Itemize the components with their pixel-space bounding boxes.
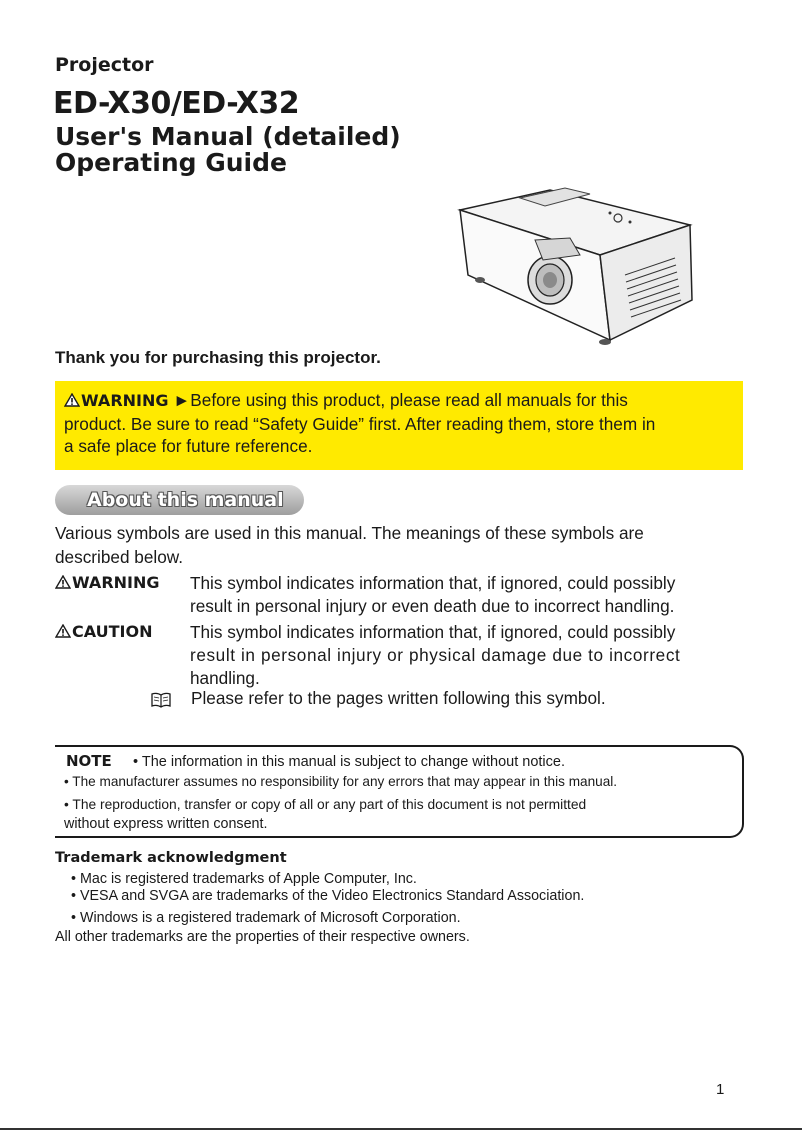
warning-triangle-icon: [64, 393, 80, 407]
warning-triangle-icon: [55, 575, 71, 589]
caution-symbol-label: CAUTION: [72, 622, 153, 641]
note-line4: without express written consent.: [64, 816, 268, 832]
warning-label: WARNING: [81, 391, 169, 410]
note-line1: • The information in this manual is subject to change without notice.: [133, 754, 565, 770]
trademark-footer: All other trademarks are the properties of their respective owners.: [55, 929, 470, 945]
caution-triangle-icon: [55, 624, 71, 638]
trademark-item-mac: • Mac is registered trademarks of Apple Computer, Inc.: [71, 871, 417, 887]
caution-symbol-desc: [190, 621, 743, 690]
warning-symbol: [55, 573, 160, 592]
warning-desc-line2: result in personal injury or even death due to incorrect handling.: [190, 596, 675, 616]
note-line3: • The reproduction, transfer or copy of all or any part of this document is not permitted: [64, 797, 587, 812]
section-title-pill: About this manual: [55, 485, 304, 515]
warning-box: [55, 381, 743, 470]
book-symbol-desc: Please refer to the pages written following this symbol.: [191, 688, 606, 708]
warning-arrow: ►: [173, 390, 191, 410]
thank-you-text: Thank you for purchasing this projector.: [55, 348, 381, 367]
book-icon: [151, 692, 171, 708]
trademark-item-windows: • Windows is a registered trademark of Microsoft Corporation.: [71, 910, 461, 926]
section-intro: [55, 522, 745, 569]
manual-subtitle: User's Manual (detailed): [55, 122, 401, 151]
trademark-heading: Trademark acknowledgment: [55, 850, 287, 866]
caution-desc-line3: handling.: [190, 668, 260, 688]
warning-text-line2: product. Be sure to read “Safety Guide” first. After reading them, store them in: [64, 413, 656, 434]
warning-desc-line1: This symbol indicates information that, if ignored, could possibly: [190, 573, 676, 593]
intro-line2: described below.: [55, 546, 184, 567]
warning-text-line3: a safe place for future reference.: [64, 436, 313, 456]
warning-text-line1: Before using this product, please read all manuals for this: [190, 390, 628, 410]
warning-symbol-desc: [190, 572, 743, 618]
product-category: Projector: [55, 54, 154, 76]
warning-symbol-label: WARNING: [72, 573, 160, 592]
model-title: ED-X30/ED-X32: [53, 86, 300, 121]
page-number: 1: [716, 1081, 725, 1098]
intro-line1: Various symbols are used in this manual. The meanings of these symbols are: [55, 523, 644, 543]
caution-desc-line2: result in personal injury or physical damage due to incorrect: [190, 645, 681, 665]
trademark-item-vesa: • VESA and SVGA are trademarks of the Video Electronics Standard Association.: [71, 888, 585, 904]
caution-symbol: [55, 622, 152, 641]
note-label: NOTE: [66, 752, 112, 770]
guide-subtitle: Operating Guide: [55, 148, 287, 177]
bottom-rule: [0, 1128, 802, 1130]
caution-desc-line1: This symbol indicates information that, if ignored, could possibly: [190, 622, 676, 642]
projector-illustration: [440, 180, 700, 350]
note-line2: • The manufacturer assumes no responsibility for any errors that may appear in this manual.: [64, 774, 618, 789]
